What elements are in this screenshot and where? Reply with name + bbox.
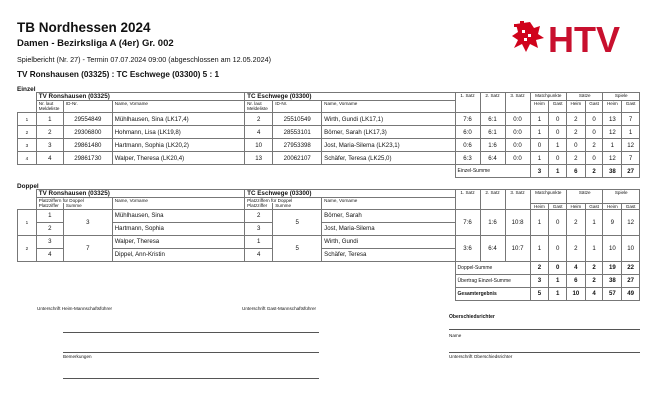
player-name: Mühlhausen, Sina [112,209,244,222]
header-summe-guest: Summe [273,203,322,209]
table-cell: 0 [549,235,567,261]
table-cell: 6:4 [480,235,505,261]
player-name: Hartmann, Sophia [112,222,244,235]
sum-cell: 38 [603,274,622,287]
lion-crest-icon [510,18,640,58]
player-name: Hohmann, Lisa (LK19,8) [112,126,244,139]
header-nr-meldeliste: Nr. laut Meldeliste [36,101,63,113]
header-gast: Gast [585,101,603,113]
header-platzziffer-guest: Platzziffer [245,203,273,209]
doppel-row [18,209,640,222]
table-cell: 3 [245,222,273,235]
table-cell: 1:6 [480,139,505,152]
table-cell: 1 [530,209,549,235]
header-platzziffer: Platzziffer [36,203,63,209]
table-cell: 4 [245,126,273,139]
table-cell: 1 [18,209,37,235]
header-name-guest: Name, Vorname [322,101,455,113]
table-cell: 0 [549,113,567,126]
player-name: Mühlhausen, Sina (LK17,4) [112,113,244,126]
summary-row [18,261,640,274]
table-cell: 4 [36,152,63,165]
table-cell: 1 [18,113,37,126]
einzel-row [18,152,640,165]
header-spiele: Spiele [603,93,640,101]
einzel-guest-team: TC Eschwege (03300) [245,93,455,101]
table-cell: 1 [603,139,622,152]
sum-cell: 6 [567,274,586,287]
sum-cell: 27 [622,274,640,287]
einzel-row [18,126,640,139]
table-cell: 20062107 [273,152,322,165]
bemerkungen-line [63,378,319,379]
table-cell: 2 [567,152,586,165]
spacer [18,261,456,274]
match-result: TV Ronshausen (03325) : TC Eschwege (03300) 5 : 1 [17,70,220,79]
sum-cell: 19 [603,261,622,274]
table-cell: 3 [36,235,63,248]
league-subtitle: Damen - Bezirksliga A (4er) Gr. 002 [17,38,174,49]
header-name: Name, Vorname [112,101,244,113]
table-cell: 12 [622,139,640,152]
sum-cell: 38 [603,165,622,178]
table-cell: 4 [245,248,273,261]
player-name: Walper, Theresa (LK20,4) [112,152,244,165]
table-cell: 0 [530,139,549,152]
sum-cell: 1 [549,274,567,287]
sum-cell: 2 [585,261,603,274]
sum-cell: 2 [530,261,549,274]
signature-line [449,352,640,353]
table-cell: 6:4 [480,152,505,165]
header-summe: Summe [63,203,112,209]
oberschiedsrichter-label: Oberschiedsrichter [449,314,495,320]
einzel-table [17,92,640,178]
table-cell: 6:1 [480,126,505,139]
einzel-row [18,139,640,152]
table-cell: 0 [567,139,586,152]
table-cell: 0 [549,126,567,139]
header-gast: Gast [549,101,567,113]
table-cell: 0:0 [505,139,530,152]
einzel-label: Einzel [17,86,36,93]
header-nr-meldeliste-guest: Nr. laut Meldeliste [245,101,273,113]
player-name: Schäfer, Teresa (LK25,0) [322,152,455,165]
table-cell: 1 [36,113,63,126]
sum-cell: 10 [567,287,586,300]
table-cell: 7:6 [455,209,480,235]
spacer [18,274,456,287]
player-name: Börner, Sarah [322,209,455,222]
table-cell: 12 [603,152,622,165]
player-name: Börner, Sarah (LK17,3) [322,126,455,139]
table-cell: 1 [530,113,549,126]
player-name: Walper, Theresa [112,235,244,248]
htv-logo [510,18,640,58]
header-set3: 3. Satz [505,93,530,113]
sig-home-label: Unterschrift Heim-Mannschaftsführer [37,306,113,311]
summary-row [18,274,640,287]
table-cell: 7 [622,113,640,126]
header-id-nr: ID-Nr. [63,101,112,113]
player-name: Jost, Maria-Silema (LK23,1) [322,139,455,152]
einzel-row [18,113,640,126]
table-cell: 10:8 [505,209,530,235]
doppel-row [18,235,640,248]
table-cell: 12 [622,209,640,235]
sum-cell: 6 [567,165,586,178]
table-cell: 29554849 [63,113,112,126]
table-cell: 0:6 [455,139,480,152]
sum-cell: 3 [530,274,549,287]
signature-line [449,329,640,330]
sum-cell: 1 [549,165,567,178]
table-cell: 7 [622,152,640,165]
table-cell: 2 [567,113,586,126]
table-cell: 1 [530,152,549,165]
table-cell: 29861730 [63,152,112,165]
table-cell: 0 [585,152,603,165]
table-cell: 10 [245,139,273,152]
table-cell: 3:6 [455,235,480,261]
table-cell: 7 [63,235,112,261]
header-set2: 2. Satz [480,93,505,113]
sum-cell: 4 [585,287,603,300]
header-platzziffern-guest: Platzziffern für Doppel [245,198,322,204]
header-name: Name, Vorname [112,198,244,210]
table-cell: 1 [530,126,549,139]
table-cell: 0:0 [505,152,530,165]
doppel-home-team: TV Ronshausen (03325) [36,190,244,198]
sum-cell: 1 [549,287,567,300]
summary-label: Übertrag Einzel-Summe [455,274,530,287]
summary-label: Doppel-Summe [455,261,530,274]
table-cell: 1 [549,139,567,152]
table-cell: 3 [63,209,112,235]
header-set2: 2. Satz [480,190,505,210]
header-spiele: Spiele [603,190,640,204]
header-matchpunkte: Matchpunkte [530,190,566,204]
table-cell: 7:6 [455,113,480,126]
bemerkungen-line [63,352,319,353]
table-cell: 9 [603,209,622,235]
table-cell: 5 [273,235,322,261]
sum-cell: 3 [530,165,549,178]
sum-cell: 2 [585,274,603,287]
table-cell: 0 [585,126,603,139]
name-label: Name [449,333,462,338]
header-gast: Gast [622,101,640,113]
doppel-guest-team: TC Eschwege (03300) [245,190,455,198]
header-id-nr-guest: ID-Nr. [273,101,322,113]
header-set3: 3. Satz [505,190,530,210]
table-cell: 6:1 [480,113,505,126]
header-gast: Gast [549,203,567,209]
player-name: Wirth, Gundi (LK17,1) [322,113,455,126]
sum-cell: 4 [567,261,586,274]
logo-text: HTV [548,19,620,58]
header-gast: Gast [585,203,603,209]
table-cell: 27953398 [273,139,322,152]
table-cell: 10:7 [505,235,530,261]
table-cell: 0 [549,209,567,235]
table-cell: 29306800 [63,126,112,139]
table-cell: 2 [18,126,37,139]
einzel-summe-label: Einzel-Summe [455,165,530,178]
table-cell: 29861480 [63,139,112,152]
sum-cell: 0 [549,261,567,274]
table-cell: 0:0 [505,113,530,126]
header-heim: Heim [603,101,622,113]
table-cell: 0:0 [505,126,530,139]
table-cell: 10 [603,235,622,261]
table-cell: 6:0 [455,126,480,139]
header-set1: 1. Satz [455,93,480,113]
header-set1: 1. Satz [455,190,480,210]
table-cell: 0 [549,152,567,165]
summary-row [18,287,640,300]
doppel-table [17,189,640,301]
sum-cell: 5 [530,287,549,300]
table-cell: 3 [18,139,37,152]
player-name: Wirth, Gundi [322,235,455,248]
table-cell: 5 [273,209,322,235]
spacer [18,287,456,300]
sum-cell: 57 [603,287,622,300]
table-cell: 28553101 [273,126,322,139]
table-cell: 12 [603,126,622,139]
header-heim: Heim [530,101,549,113]
table-cell: 2 [567,235,586,261]
table-cell: 2 [245,113,273,126]
table-cell: 2 [567,126,586,139]
player-name: Dippel, Ann-Kristin [112,248,244,261]
player-name: Jost, Maria-Silema [322,222,455,235]
sum-cell: 2 [585,165,603,178]
header-platzziffern: Platzziffern für Doppel [36,198,112,204]
table-cell: 1 [585,235,603,261]
table-cell: 2 [585,139,603,152]
match-info: Spielbericht (Nr. 27) - Termin 07.07.2024 09:00 (abgeschlossen am 12.05.2024) [17,55,271,64]
table-cell: 0 [585,113,603,126]
table-cell: 6:3 [455,152,480,165]
header-name-guest: Name, Vorname [322,198,455,210]
table-cell: 1 [585,209,603,235]
table-cell: 13 [245,152,273,165]
header-heim: Heim [567,101,586,113]
table-cell: 2 [36,126,63,139]
header-heim: Heim [603,203,622,209]
sig-oberschiedsrichter-label: Unterschrift Oberschiedsrichter [449,354,513,359]
page-title: TB Nordhessen 2024 [17,20,151,35]
sum-cell: 49 [622,287,640,300]
table-cell: 4 [18,152,37,165]
header-saetze: Sätze [567,190,603,204]
header-matchpunkte: Matchpunkte [530,93,566,101]
table-cell: 1 [245,235,273,248]
header-heim: Heim [530,203,549,209]
doppel-label: Doppel [17,183,39,190]
summary-label: Gesamtergebnis [455,287,530,300]
table-cell: 2 [245,209,273,222]
table-cell: 2 [18,235,37,261]
header-gast: Gast [622,203,640,209]
table-cell: 1 [622,126,640,139]
sum-cell: 22 [622,261,640,274]
signature-line [63,332,319,333]
table-cell: 4 [36,248,63,261]
table-cell: 1 [36,209,63,222]
player-name: Hartmann, Sophia (LK20,2) [112,139,244,152]
header-heim: Heim [567,203,586,209]
player-name: Schäfer, Teresa [322,248,455,261]
sig-guest-label: Unterschrift Gast-Mannschaftsführer [242,306,317,311]
sum-cell: 27 [622,165,640,178]
table-cell: 2 [36,222,63,235]
bemerkungen-label: Bemerkungen [63,354,92,359]
header-saetze: Sätze [567,93,603,101]
table-cell: 10 [622,235,640,261]
table-cell: 2 [567,209,586,235]
table-cell: 1 [530,235,549,261]
table-cell: 1:6 [480,209,505,235]
table-cell: 3 [36,139,63,152]
einzel-home-team: TV Ronshausen (03325) [36,93,244,101]
table-cell: 13 [603,113,622,126]
table-cell: 25510549 [273,113,322,126]
